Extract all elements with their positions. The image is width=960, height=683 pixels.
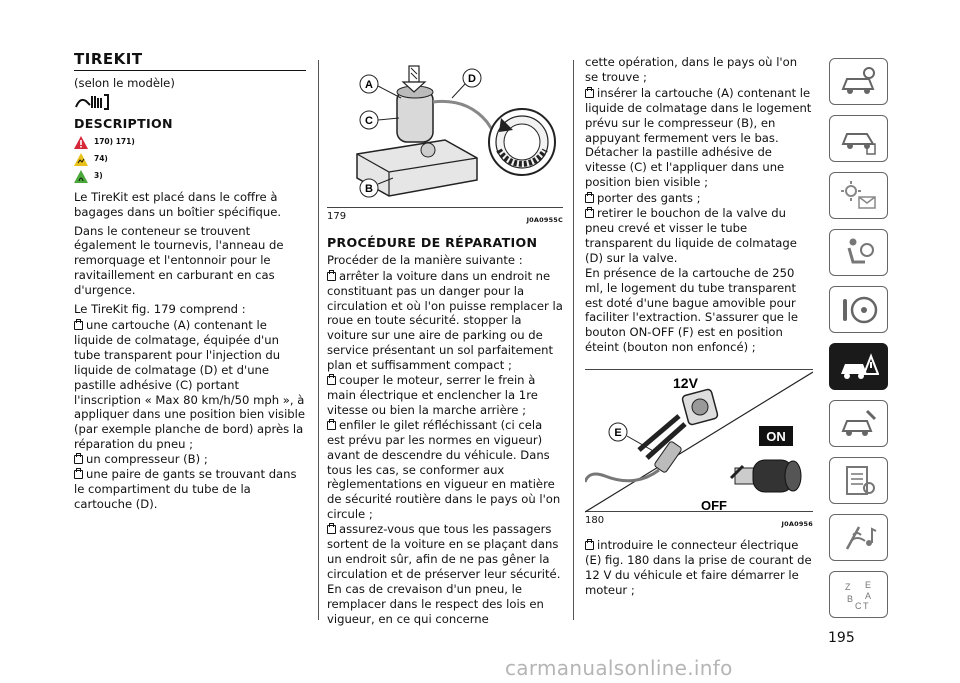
- column-right: [585, 55, 813, 598]
- subtitle: (selon le modèle): [74, 75, 175, 90]
- list-item: assurez-vous que tous les passagers sortent de la voiture en se plaçant dans un endroit sûr, afin de ne pas gêner la circulation et de préserver leur sécurité. En cas de crevaison d'un pneu, le remplacer dans le respect des lois en vigueur, en ce qui concerne: [327, 522, 561, 626]
- bullet-icon: [327, 376, 336, 385]
- bullet-icon: [585, 194, 594, 203]
- bullet-icon: [585, 541, 594, 550]
- bullet-icon: [327, 272, 336, 281]
- section-title-description: DESCRIPTION: [74, 115, 173, 131]
- airbag-seat-icon: [839, 236, 879, 270]
- figure-caption: [327, 210, 563, 228]
- bullet-icon: [74, 455, 83, 464]
- warning-refs: 3): [94, 170, 103, 180]
- callout-b: B: [365, 183, 373, 195]
- page-number: 195: [828, 630, 855, 646]
- section-title-repair: PROCÉDURE DE RÉPARATION: [327, 234, 538, 250]
- index-letter: Z: [844, 581, 850, 592]
- paragraph: En présence de la cartouche de 250 ml, le logement du tube transparent est doté d'une bague amovible pour faciliter l'extraction. S'assurer que le bouton ON-OFF (F) est en position éteint (bouton non enfoncé) ;: [585, 265, 798, 355]
- list-item: un compresseur (B) ;: [74, 452, 306, 467]
- warning-row-danger: [74, 134, 306, 151]
- tab-servicing[interactable]: [829, 400, 888, 447]
- warning-row-environment: [74, 168, 306, 185]
- danger-triangle-icon: [74, 136, 88, 149]
- label-off: OFF: [701, 498, 727, 514]
- warning-refs: 74): [94, 153, 108, 163]
- column-middle: [327, 62, 563, 626]
- power-connector-illustration: [585, 370, 813, 513]
- paragraph: Dans le conteneur se trouvent également le tournevis, l'anneau de remorquage et l'entonnoir pour le ravitaillement en carburant en cas d'urgence.: [74, 223, 284, 298]
- tab-index[interactable]: [829, 571, 888, 618]
- car-key-icon: [839, 122, 879, 156]
- list-item: une cartouche (A) contenant le liquide de colmatage, équipée d'un tube transparent pour l'injection du liquide de colmatage (D) et d'une pastille adhésive (C) portant l'inscription « Max 80 km/h/50 mph », à appliquer dans une position bien visible (par exemple planche de bord) après la réparation du pneu ;: [74, 317, 306, 452]
- steering-wheel-icon: [839, 293, 879, 327]
- column-left: [74, 52, 306, 512]
- tab-knowing-car[interactable]: [829, 115, 888, 162]
- callout-c: C: [365, 115, 373, 127]
- index-letter: C: [854, 600, 861, 611]
- watermark: carmanualsonline.info: [505, 656, 733, 680]
- tab-emergency[interactable]: [829, 343, 888, 390]
- tab-safety[interactable]: [829, 229, 888, 276]
- list-item: introduire le connecteur électrique (E) fig. 180 dans la prise de courant de 12 V du véhicule et faire démarrer le moteur ;: [585, 538, 812, 597]
- paragraph: Procéder de la manière suivante :: [327, 252, 523, 267]
- paragraph-continued: cette opération, dans le pays où l'on se trouve ;: [585, 55, 798, 84]
- bullet-icon: [585, 209, 594, 218]
- environment-triangle-icon: [74, 170, 88, 183]
- list-item: porter des gants ;: [585, 191, 813, 206]
- column-divider-2: [573, 60, 574, 620]
- car-dashboard-icon: [839, 65, 879, 99]
- tab-warning-lights[interactable]: [829, 172, 888, 219]
- tab-dashboard[interactable]: [829, 58, 888, 105]
- list-item: insérer la cartouche (A) contenant le liquide de colmatage dans le logement prévu sur le compresseur (B), en appuyant fermement vers le bas.: [585, 85, 812, 145]
- list-item: enfiler le gilet réfléchissant (ci cela est prévu par les normes en vigueur) avant de descendre du véhicule. Dans tous les cas, se conformer aux règlementations en vigueur en matière de sécurité routière dans le pays où l'on circule ;: [327, 417, 561, 522]
- figure-180: [585, 369, 813, 512]
- bullet-icon: [74, 470, 83, 479]
- tab-multimedia[interactable]: [829, 514, 888, 561]
- tab-starting-driving[interactable]: [829, 286, 888, 333]
- index-letter: A: [864, 590, 871, 601]
- list-item: retirer le bouchon de la valve du pneu crevé et visser le tube transparent du liquide de colmatage (D) sur la valve.: [585, 206, 797, 265]
- light-mail-icon: [839, 179, 879, 213]
- hand-tools-icon: [74, 93, 306, 113]
- list-item: couper le moteur, serrer le frein à main électrique et enclencher la 1re vitesse ou bien la marche arrière ;: [327, 373, 538, 417]
- index-letter: B: [846, 593, 853, 604]
- page-title: TIREKIT: [74, 52, 306, 71]
- label-12v: 12V: [673, 375, 698, 392]
- warning-refs: 170) 171): [94, 136, 135, 146]
- index-letter: E: [864, 579, 871, 590]
- alphabetical-index-icon: [839, 578, 879, 612]
- figure-179: [327, 62, 563, 208]
- tab-technical-data[interactable]: [829, 457, 888, 504]
- caution-triangle-icon: [74, 153, 88, 166]
- bullet-icon: [74, 321, 83, 330]
- figure-code: J0A0956: [781, 520, 813, 529]
- warning-row-caution: [74, 151, 306, 168]
- paragraph: Le TireKit est placé dans le coffre à bagages dans un boîtier spécifique.: [74, 189, 282, 219]
- car-service-icon: [839, 407, 879, 441]
- paragraph: Le TireKit fig. 179 comprend :: [74, 302, 246, 317]
- bullet-icon: [327, 421, 336, 430]
- column-divider-1: [318, 60, 319, 620]
- chapter-tabs: [829, 58, 888, 628]
- data-sheet-icon: [839, 464, 879, 498]
- paragraph: Détacher la pastille adhésive de vitesse (C) et l'appliquer dans une position bien visible ;: [585, 145, 785, 190]
- callout-e: E: [614, 427, 622, 440]
- tirekit-illustration: [327, 62, 563, 208]
- figure-number: 179: [327, 211, 347, 222]
- car-hazard-icon: [839, 350, 879, 384]
- list-item: une paire de gants se trouvant dans le compartiment du tube de la cartouche (D).: [74, 467, 297, 511]
- list-item: arrêter la voiture dans un endroit ne constituant pas un danger pour la circulation et où l'on puisse remplacer la roue en toute sécurité. stopper la voiture sur une aire de parking ou de service présentant un sol parfaitement plan et suffisamment compact ;: [327, 268, 563, 373]
- label-on: ON: [766, 429, 786, 445]
- index-letter: T: [862, 600, 868, 611]
- multimedia-icon: [839, 521, 879, 555]
- callout-a: A: [365, 79, 373, 91]
- figure-number: 180: [585, 515, 605, 527]
- bullet-icon: [327, 525, 336, 534]
- callout-d: D: [468, 73, 476, 85]
- bullet-icon: [585, 89, 594, 98]
- figure-caption: [585, 514, 813, 532]
- figure-code: J0A0955C: [526, 216, 563, 224]
